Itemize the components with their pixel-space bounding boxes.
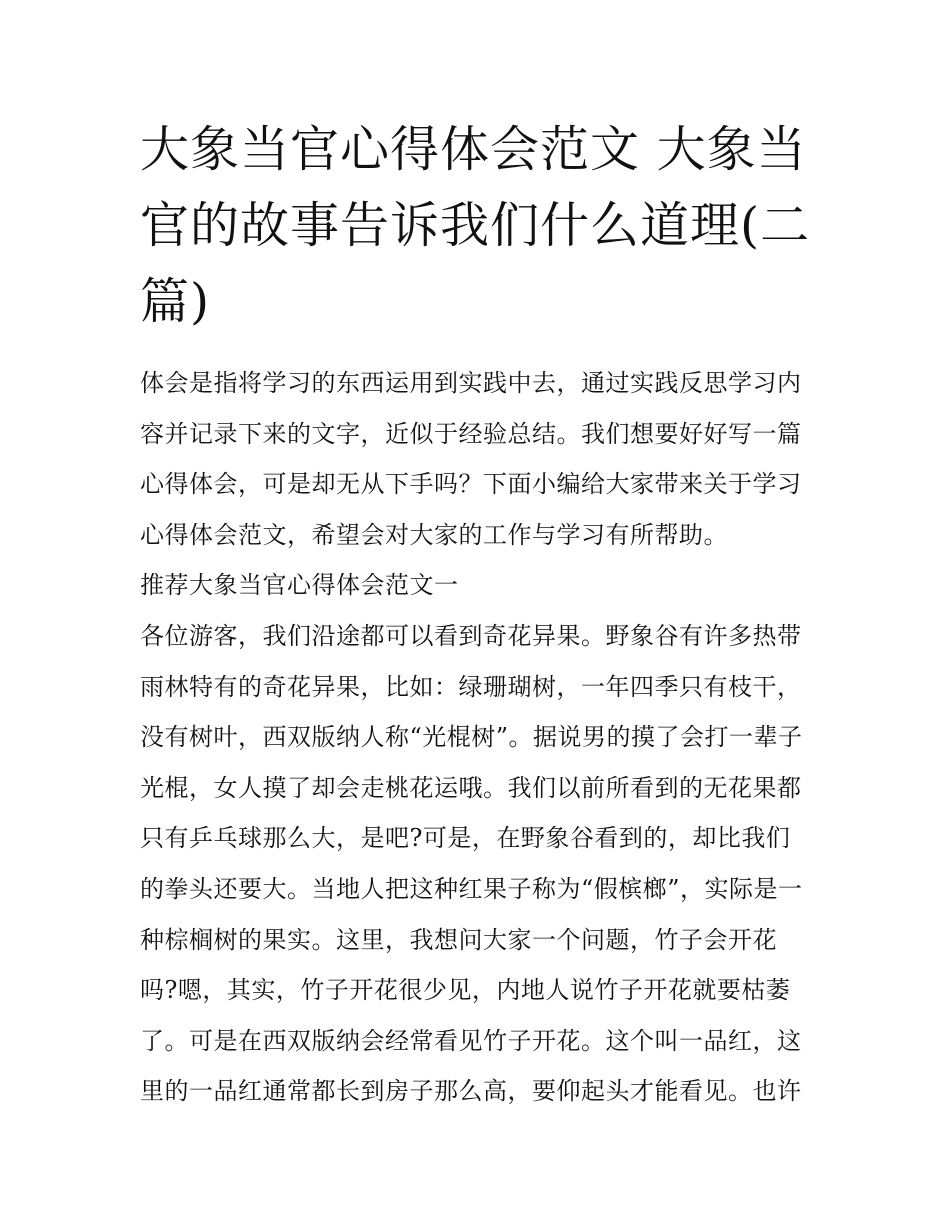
intro-line: 心得体会范文，希望会对大家的工作与学习有所帮助。 bbox=[140, 520, 728, 549]
paragraph-line: 的拳头还要大。当地人把这种红果子称为“假槟榔”，实际是一 bbox=[140, 874, 803, 903]
paragraph-line: 种棕榈树的果实。这里，我想问大家一个问题，竹子会开花 bbox=[140, 925, 777, 954]
intro-line: 体会是指将学习的东西运用到实践中去，通过实践反思学习内 bbox=[140, 369, 802, 397]
paragraph-line: 吗?嗯，其实，竹子开花很少见，内地人说竹子开花就要枯萎 bbox=[140, 976, 791, 1005]
paragraph-line: 雨林特有的奇花异果，比如：绿珊瑚树，一年四季只有枝干， bbox=[140, 672, 802, 701]
paragraph-line: 各位游客，我们沿途都可以看到奇花异果。野象谷有许多热带 bbox=[140, 621, 802, 650]
document-title bbox=[140, 112, 820, 340]
paragraph-line: 里的一品红通常都长到房子那么高，要仰起头才能看见。也许 bbox=[140, 1077, 802, 1106]
section-heading: 推荐大象当官心得体会范文一 bbox=[140, 571, 459, 600]
paragraph-line: 光棍，女人摸了却会走桃花运哦。我们以前所看到的无花果都 bbox=[140, 773, 802, 802]
intro-line: 心得体会，可是却无从下手吗？下面小编给大家带来关于学习 bbox=[140, 470, 802, 499]
title-line: 大象当官心得体会范文 大象当 bbox=[140, 121, 807, 178]
paragraph-line: 只有乒乓球那么大，是吧?可是，在野象谷看到的，却比我们 bbox=[140, 824, 791, 853]
title-line: 篇) bbox=[140, 273, 211, 330]
document-body bbox=[140, 358, 820, 1117]
title-line: 官的故事告诉我们什么道理(二 bbox=[140, 197, 811, 254]
paragraph-line: 了。可是在西双版纳会经常看见竹子开花。这个叫一品红，这 bbox=[140, 1026, 802, 1055]
paragraph-line: 没有树叶，西双版纳人称“光棍树”。据说男的摸了会打一辈子 bbox=[140, 723, 803, 752]
intro-line: 容并记录下来的文字，近似于经验总结。我们想要好好写一篇 bbox=[140, 419, 802, 448]
